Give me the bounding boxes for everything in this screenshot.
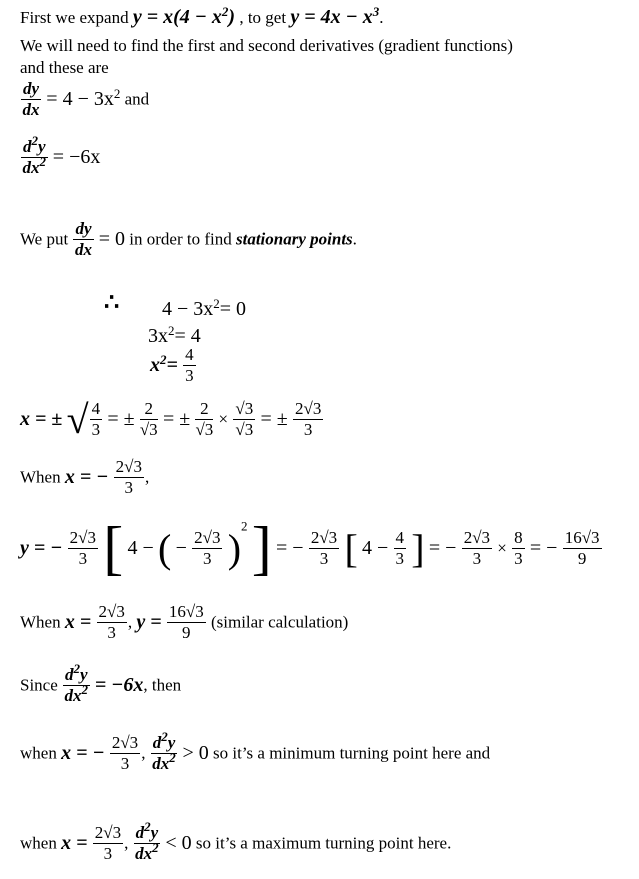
fraction: $\frac{16√3}{9}$ (564, 528, 600, 568)
fraction: $\frac{√3}{√3}$ (235, 399, 254, 439)
fraction: $\frac{2√3}{3}$ (94, 823, 122, 863)
fraction: $\frac{2}{√3}$ (195, 399, 214, 439)
fraction: $\frac{2√3}{3}$ (463, 528, 491, 568)
line-derivatives-intro: We will need to find the first and second derivatives (gradient functions) (20, 36, 513, 55)
fraction: $\frac{4}{3}$ (395, 528, 405, 568)
fraction: $\frac{dy}{dx}$ (22, 79, 40, 119)
fraction: $\frac{d^2y}{dx^2}$ (152, 729, 176, 773)
stationary-line: We put $\frac{dy}{dx}$ = 0 in order to find stationary points. (20, 219, 357, 259)
step-2: $3x^2= 4$ (148, 323, 201, 347)
fraction: $\frac{2√3}{3}$ (98, 602, 125, 642)
text: , to get (239, 8, 287, 27)
equation: $y = 4x - x^3$ (290, 4, 380, 28)
fraction: $\frac{d^2y}{dx^2}$ (135, 819, 159, 863)
when-negative: When x = − $\frac{2√3}{3}$ , (20, 457, 150, 497)
x-solution: x = ± √ $\frac{4}{3}$ = ± $\frac{2}{√3}$ = ± $\frac{2}{√3}$ × $\frac{√3}{√3}$ = ± $\frac{2√3}{3}$ (20, 397, 322, 442)
maximum-line: when x = $\frac{2√3}{3}$ , $\frac{d^2y}{dx^2}$ < 0 so it’s a maximum turning point here. (20, 819, 452, 863)
step-1: $4 - 3x^2= 0$ (162, 296, 247, 320)
fraction: $\frac{dy}{dx}$ (74, 219, 92, 259)
since-line: Since $\frac{d^2y}{dx^2}$ = −6x, then (20, 661, 182, 705)
when-positive: When x = $\frac{2√3}{3}$ , y = $\frac{16√3}{9}$ (similar calculation) (20, 602, 349, 642)
second-derivative: $\frac{d^2y}{dx^2}$ = −6x (22, 133, 101, 177)
step-3: $x^2=$ $\frac{4}{3}$ (150, 345, 194, 385)
fraction: $\frac{d^2y}{dx^2}$ (22, 133, 47, 177)
equation: $y = x(4 - x^2)$ (132, 4, 236, 28)
fraction: $\frac{2√3}{3}$ (194, 528, 221, 568)
therefore-symbol: ∴ (104, 290, 118, 316)
fraction: $\frac{2√3}{3}$ (111, 733, 139, 773)
fraction: $\frac{2√3}{3}$ (115, 457, 142, 497)
text: First we expand (20, 8, 129, 27)
fraction: $\frac{8}{3}$ (514, 528, 523, 568)
first-derivative: $\frac{dy}{dx}$ = $4 - 3x^2$ and (22, 79, 150, 119)
fraction: $\frac{2√3}{3}$ (295, 399, 322, 439)
fraction: $\frac{2√3}{3}$ (310, 528, 338, 568)
fraction: $\frac{2√3}{3}$ (69, 528, 96, 568)
line-these-are: and these are (20, 58, 109, 77)
square-root: √ $\frac{4}{3}$ (66, 397, 101, 442)
y-calculation: y = − $\frac{2√3}{3}$ [ 4 − ( − $\frac{2√3}{3}$ )$^2$ ] = − $\frac{2√3}{3}$ [ 4 − $\frac{4}{3}$ ] = − $\frac{2√3}{3}$ × $\frac{8}{3}$ = − $\frac{16√3}{9}$ (20, 515, 600, 581)
fraction: $\frac{2}{√3}$ (139, 399, 158, 439)
line-expand: First we expand $y = x(4 - x^2)$ , to get $y = 4x - x^3$. (20, 4, 384, 28)
minimum-line: when x = − $\frac{2√3}{3}$ , $\frac{d^2y}{dx^2}$ > 0 so it’s a minimum turning point here and (20, 729, 491, 773)
fraction: $\frac{d^2y}{dx^2}$ (64, 661, 89, 705)
fraction: $\frac{4}{3}$ (185, 345, 194, 385)
fraction: $\frac{16√3}{9}$ (168, 602, 204, 642)
